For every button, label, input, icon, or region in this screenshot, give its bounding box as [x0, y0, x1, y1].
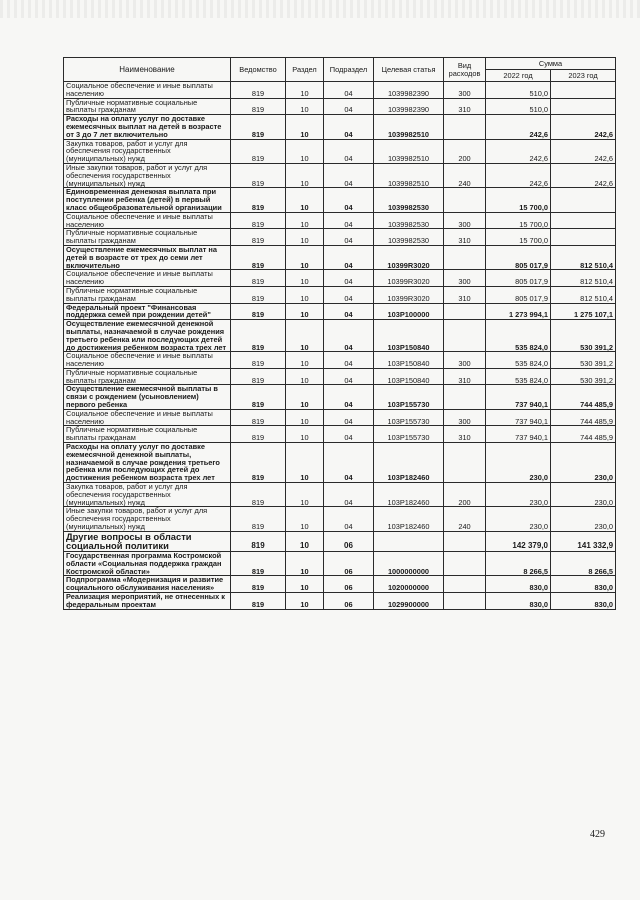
row-razdel: 10 [286, 163, 324, 187]
row-razdel: 10 [286, 507, 324, 531]
row-sum-2023: 530 391,2 [551, 320, 616, 352]
row-target: 103P182460 [374, 483, 444, 507]
header-vedomstvo: Ведомство [231, 58, 286, 82]
row-podrazdel: 06 [324, 552, 374, 576]
row-podrazdel: 04 [324, 409, 374, 426]
row-vid: 310 [444, 229, 486, 246]
table-row [64, 212, 616, 229]
row-target: 1020000000 [374, 576, 444, 593]
row-target: 103P150840 [374, 352, 444, 369]
header-razdel: Раздел [286, 58, 324, 82]
table-row [64, 139, 616, 163]
row-target: 1039982530 [374, 188, 444, 212]
row-razdel: 10 [286, 385, 324, 409]
row-name: Иные закупки товаров, работ и услуг для обеспечения государственных (муниципальных) нужд [64, 507, 231, 531]
row-razdel: 10 [286, 229, 324, 246]
row-name: Расходы на оплату услуг по доставке ежемесячной денежной выплаты, назначаемой в случае рождения третьего ребенка или последующих детей до достижения ребенком возраста трех лет [64, 443, 231, 483]
row-vid [444, 593, 486, 610]
header-target: Целевая статья [374, 58, 444, 82]
row-vid [444, 531, 486, 551]
row-vedomstvo: 819 [231, 82, 286, 99]
table-row [64, 286, 616, 303]
row-target: 103P155730 [374, 426, 444, 443]
row-podrazdel: 04 [324, 286, 374, 303]
row-podrazdel: 04 [324, 245, 374, 269]
row-podrazdel: 04 [324, 426, 374, 443]
row-vid: 310 [444, 286, 486, 303]
row-vid [444, 385, 486, 409]
row-name: Подпрограмма «Модернизация и развитие социального обслуживания населения» [64, 576, 231, 593]
row-vedomstvo: 819 [231, 443, 286, 483]
row-name: Социальное обеспечение и иные выплаты населению [64, 212, 231, 229]
row-vid: 300 [444, 82, 486, 99]
row-sum-2022: 510,0 [486, 98, 551, 115]
row-name: Социальное обеспечение и иные выплаты населению [64, 270, 231, 287]
table-row [64, 385, 616, 409]
row-sum-2023: 141 332,9 [551, 531, 616, 551]
row-target: 1039982390 [374, 82, 444, 99]
row-podrazdel: 04 [324, 163, 374, 187]
row-sum-2023: 744 485,9 [551, 385, 616, 409]
row-target: 1029900000 [374, 593, 444, 610]
row-podrazdel: 06 [324, 531, 374, 551]
row-vedomstvo: 819 [231, 212, 286, 229]
row-sum-2022: 830,0 [486, 576, 551, 593]
budget-table [63, 57, 616, 610]
row-podrazdel: 04 [324, 139, 374, 163]
row-sum-2023 [551, 98, 616, 115]
row-vedomstvo: 819 [231, 115, 286, 139]
table-body [64, 82, 616, 610]
row-podrazdel: 04 [324, 188, 374, 212]
row-sum-2022: 242,6 [486, 115, 551, 139]
row-sum-2023 [551, 229, 616, 246]
row-sum-2022: 1 273 994,1 [486, 303, 551, 320]
row-vid [444, 320, 486, 352]
row-vedomstvo: 819 [231, 98, 286, 115]
row-vedomstvo: 819 [231, 531, 286, 551]
row-sum-2023: 1 275 107,1 [551, 303, 616, 320]
row-razdel: 10 [286, 286, 324, 303]
row-vid: 300 [444, 270, 486, 287]
row-sum-2022: 230,0 [486, 507, 551, 531]
table-row [64, 115, 616, 139]
row-vid: 200 [444, 139, 486, 163]
row-vedomstvo: 819 [231, 303, 286, 320]
row-vedomstvo: 819 [231, 163, 286, 187]
row-vedomstvo: 819 [231, 320, 286, 352]
row-sum-2022: 737 940,1 [486, 409, 551, 426]
row-target [374, 531, 444, 551]
header-2022: 2022 год [486, 70, 551, 82]
row-vid [444, 443, 486, 483]
row-name: Социальное обеспечение и иные выплаты населению [64, 82, 231, 99]
table-row [64, 426, 616, 443]
row-vedomstvo: 819 [231, 139, 286, 163]
table-row [64, 552, 616, 576]
row-vid: 310 [444, 426, 486, 443]
row-target: 1039982510 [374, 163, 444, 187]
row-podrazdel: 04 [324, 98, 374, 115]
row-razdel: 10 [286, 320, 324, 352]
row-podrazdel: 04 [324, 443, 374, 483]
row-razdel: 10 [286, 98, 324, 115]
table-row [64, 320, 616, 352]
row-target: 10399R3020 [374, 286, 444, 303]
row-name: Осуществление ежемесячных выплат на детей в возрасте от трех до семи лет включительно [64, 245, 231, 269]
row-razdel: 10 [286, 552, 324, 576]
row-sum-2023: 744 485,9 [551, 426, 616, 443]
row-razdel: 10 [286, 426, 324, 443]
scan-top-edge [0, 0, 640, 18]
row-podrazdel: 04 [324, 270, 374, 287]
row-vid: 240 [444, 507, 486, 531]
table-row [64, 303, 616, 320]
row-razdel: 10 [286, 82, 324, 99]
row-razdel: 10 [286, 409, 324, 426]
row-vid: 310 [444, 368, 486, 385]
page-number: 429 [590, 829, 605, 840]
row-sum-2023 [551, 82, 616, 99]
row-podrazdel: 06 [324, 576, 374, 593]
row-sum-2022: 535 824,0 [486, 320, 551, 352]
row-sum-2022: 15 700,0 [486, 188, 551, 212]
row-podrazdel: 06 [324, 593, 374, 610]
row-podrazdel: 04 [324, 212, 374, 229]
table-row [64, 368, 616, 385]
row-vid [444, 115, 486, 139]
row-sum-2023: 530 391,2 [551, 368, 616, 385]
row-razdel: 10 [286, 270, 324, 287]
row-sum-2022: 830,0 [486, 593, 551, 610]
row-sum-2022: 15 700,0 [486, 229, 551, 246]
row-sum-2023 [551, 212, 616, 229]
table-row [64, 576, 616, 593]
row-sum-2022: 142 379,0 [486, 531, 551, 551]
row-target: 1039982510 [374, 139, 444, 163]
row-sum-2023: 8 266,5 [551, 552, 616, 576]
row-target: 1039982510 [374, 115, 444, 139]
row-razdel: 10 [286, 483, 324, 507]
header-2023: 2023 год [551, 70, 616, 82]
table-row [64, 507, 616, 531]
row-sum-2022: 535 824,0 [486, 352, 551, 369]
row-razdel: 10 [286, 368, 324, 385]
header-sum: Сумма [486, 58, 616, 70]
table-row [64, 229, 616, 246]
row-sum-2023: 812 510,4 [551, 286, 616, 303]
header-podrazdel: Подраздел [324, 58, 374, 82]
row-sum-2023: 830,0 [551, 593, 616, 610]
row-sum-2023: 812 510,4 [551, 245, 616, 269]
header-vid: Вид расходов [444, 58, 486, 82]
row-sum-2022: 805 017,9 [486, 270, 551, 287]
row-razdel: 10 [286, 303, 324, 320]
row-vedomstvo: 819 [231, 409, 286, 426]
row-vid [444, 552, 486, 576]
table-row [64, 270, 616, 287]
row-vid [444, 245, 486, 269]
row-target: 1000000000 [374, 552, 444, 576]
row-razdel: 10 [286, 188, 324, 212]
row-razdel: 10 [286, 212, 324, 229]
row-target: 103P155730 [374, 385, 444, 409]
row-target: 103P182460 [374, 507, 444, 531]
row-name: Социальное обеспечение и иные выплаты населению [64, 409, 231, 426]
row-name: Социальное обеспечение и иные выплаты населению [64, 352, 231, 369]
row-target: 10399R3020 [374, 245, 444, 269]
row-vedomstvo: 819 [231, 426, 286, 443]
row-name: Осуществление ежемесячной выплаты в связи с рождением (усыновлением) первого ребенка [64, 385, 231, 409]
row-name: Государственная программа Костромской области «Социальная поддержка граждан Костромской области» [64, 552, 231, 576]
row-vedomstvo: 819 [231, 507, 286, 531]
row-podrazdel: 04 [324, 229, 374, 246]
row-sum-2023: 242,6 [551, 163, 616, 187]
row-vedomstvo: 819 [231, 593, 286, 610]
table-row [64, 163, 616, 187]
row-vedomstvo: 819 [231, 576, 286, 593]
row-sum-2022: 805 017,9 [486, 245, 551, 269]
row-sum-2023: 242,6 [551, 115, 616, 139]
row-target: 10399R3020 [374, 270, 444, 287]
row-sum-2022: 737 940,1 [486, 426, 551, 443]
table-header [64, 58, 616, 82]
row-podrazdel: 04 [324, 303, 374, 320]
row-podrazdel: 04 [324, 115, 374, 139]
row-sum-2022: 535 824,0 [486, 368, 551, 385]
row-vid [444, 576, 486, 593]
row-name: Другие вопросы в области социальной политики [64, 531, 231, 551]
row-vedomstvo: 819 [231, 483, 286, 507]
row-name: Публичные нормативные социальные выплаты гражданам [64, 426, 231, 443]
row-name: Реализация мероприятий, не отнесенных к федеральным проектам [64, 593, 231, 610]
row-name: Федеральный проект "Финансовая поддержка семей при рождении детей" [64, 303, 231, 320]
row-target: 103P182460 [374, 443, 444, 483]
row-target: 1039982530 [374, 212, 444, 229]
row-target: 103P155730 [374, 409, 444, 426]
row-target: 103P100000 [374, 303, 444, 320]
table-row [64, 593, 616, 610]
row-name: Единовременная денежная выплата при поступлении ребенка (детей) в первый класс общеобразовательной организации [64, 188, 231, 212]
row-sum-2023: 242,6 [551, 139, 616, 163]
row-name: Публичные нормативные социальные выплаты гражданам [64, 229, 231, 246]
row-name: Иные закупки товаров, работ и услуг для обеспечения государственных (муниципальных) нужд [64, 163, 231, 187]
row-vedomstvo: 819 [231, 286, 286, 303]
table-row [64, 352, 616, 369]
row-podrazdel: 04 [324, 352, 374, 369]
row-sum-2023: 230,0 [551, 443, 616, 483]
row-sum-2023: 230,0 [551, 483, 616, 507]
row-name: Публичные нормативные социальные выплаты гражданам [64, 98, 231, 115]
table-row [64, 409, 616, 426]
row-razdel: 10 [286, 352, 324, 369]
row-razdel: 10 [286, 531, 324, 551]
row-name: Публичные нормативные социальные выплаты гражданам [64, 286, 231, 303]
row-sum-2023: 530 391,2 [551, 352, 616, 369]
row-target: 103P150840 [374, 320, 444, 352]
row-vedomstvo: 819 [231, 368, 286, 385]
row-vedomstvo: 819 [231, 229, 286, 246]
row-sum-2022: 510,0 [486, 82, 551, 99]
row-sum-2023 [551, 188, 616, 212]
row-vedomstvo: 819 [231, 385, 286, 409]
row-vedomstvo: 819 [231, 188, 286, 212]
row-razdel: 10 [286, 593, 324, 610]
row-sum-2022: 15 700,0 [486, 212, 551, 229]
row-name: Закупка товаров, работ и услуг для обеспечения государственных (муниципальных) нужд [64, 139, 231, 163]
row-podrazdel: 04 [324, 385, 374, 409]
row-razdel: 10 [286, 139, 324, 163]
table-row [64, 188, 616, 212]
row-sum-2022: 242,6 [486, 163, 551, 187]
row-sum-2022: 230,0 [486, 483, 551, 507]
row-vedomstvo: 819 [231, 270, 286, 287]
row-podrazdel: 04 [324, 507, 374, 531]
row-sum-2023: 812 510,4 [551, 270, 616, 287]
row-sum-2022: 242,6 [486, 139, 551, 163]
row-name: Публичные нормативные социальные выплаты гражданам [64, 368, 231, 385]
row-target: 103P150840 [374, 368, 444, 385]
row-razdel: 10 [286, 443, 324, 483]
table-row [64, 483, 616, 507]
row-sum-2023: 744 485,9 [551, 409, 616, 426]
row-razdel: 10 [286, 115, 324, 139]
row-sum-2022: 8 266,5 [486, 552, 551, 576]
table-row [64, 245, 616, 269]
header-name: Наименование [64, 58, 231, 82]
row-sum-2023: 230,0 [551, 507, 616, 531]
row-vedomstvo: 819 [231, 245, 286, 269]
row-vid: 240 [444, 163, 486, 187]
row-vedomstvo: 819 [231, 352, 286, 369]
row-sum-2022: 737 940,1 [486, 385, 551, 409]
row-vid: 310 [444, 98, 486, 115]
row-sum-2022: 230,0 [486, 443, 551, 483]
row-razdel: 10 [286, 576, 324, 593]
table-row [64, 98, 616, 115]
row-razdel: 10 [286, 245, 324, 269]
row-vid [444, 303, 486, 320]
table-row [64, 531, 616, 551]
row-podrazdel: 04 [324, 483, 374, 507]
row-vid: 200 [444, 483, 486, 507]
row-target: 1039982530 [374, 229, 444, 246]
row-name: Осуществление ежемесячной денежной выплаты, назначаемой в случае рождения третьего ребенка или последующих детей до достижения ребенком возраста трех лет [64, 320, 231, 352]
row-podrazdel: 04 [324, 368, 374, 385]
row-podrazdel: 04 [324, 82, 374, 99]
row-vid: 300 [444, 352, 486, 369]
row-sum-2023: 830,0 [551, 576, 616, 593]
row-vid: 300 [444, 409, 486, 426]
row-podrazdel: 04 [324, 320, 374, 352]
row-name: Закупка товаров, работ и услуг для обеспечения государственных (муниципальных) нужд [64, 483, 231, 507]
row-sum-2022: 805 017,9 [486, 286, 551, 303]
row-target: 1039982390 [374, 98, 444, 115]
row-vedomstvo: 819 [231, 552, 286, 576]
row-name: Расходы на оплату услуг по доставке ежемесячных выплат на детей в возрасте от 3 до 7 лет включительно [64, 115, 231, 139]
row-vid [444, 188, 486, 212]
table-row [64, 443, 616, 483]
table-row [64, 82, 616, 99]
row-vid: 300 [444, 212, 486, 229]
